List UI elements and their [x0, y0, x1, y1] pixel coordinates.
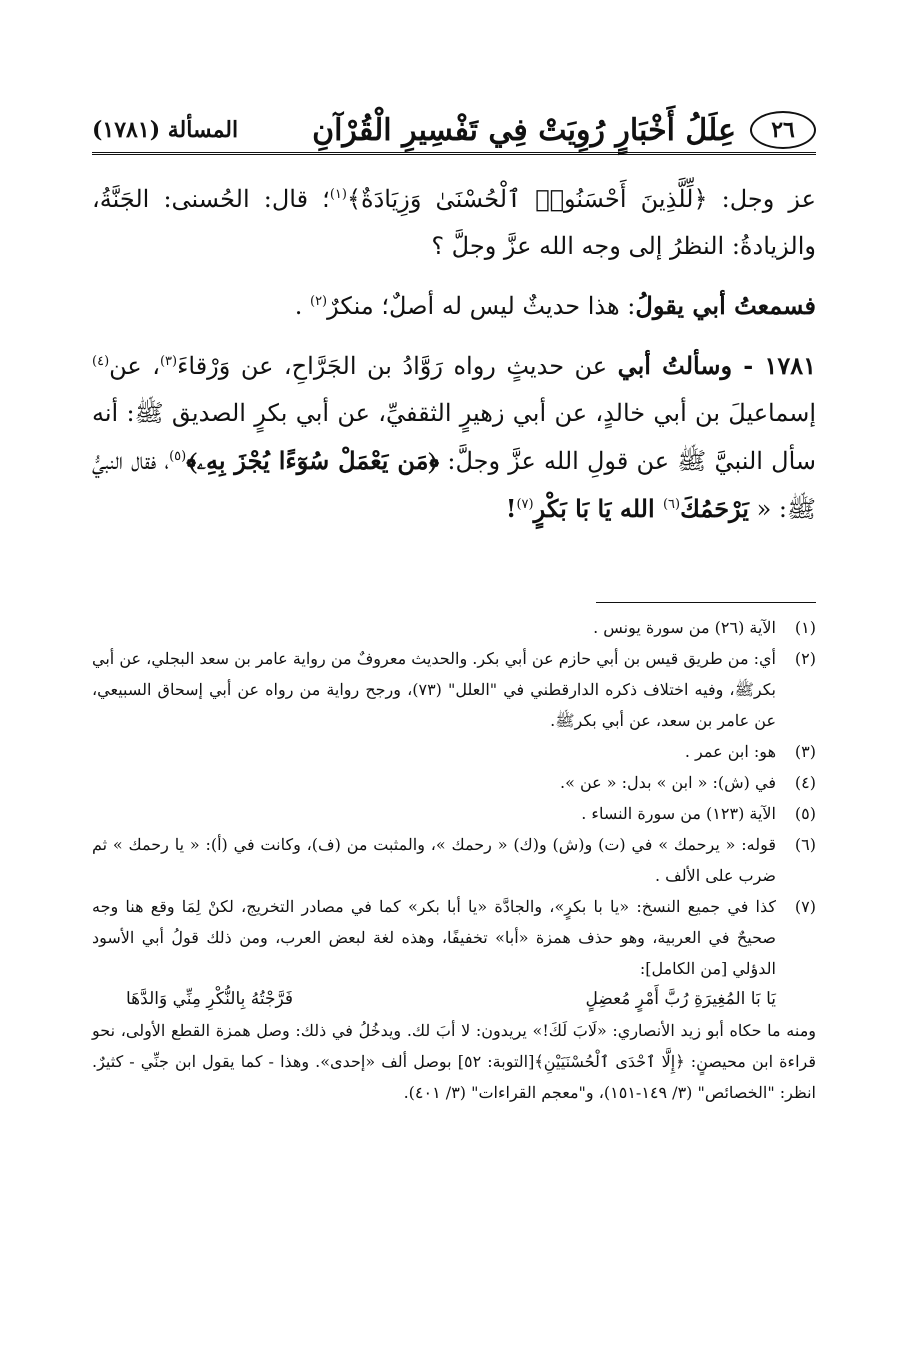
paragraph-3	[92, 342, 816, 533]
footnote-continuation: ومنه ما حكاه أبو زيد الأنصاري: «لَابَ لَكَ!» يريدون: لا أبَ لك. ويدخُلُ في ذلك: وصل همزة القطع الأولى، نحو قراءة ابن محيصنٍ: ﴿إِلَّا ٱحْدَى ٱلْحُسْنَيَيْنِ﴾[التوبة: ٥٢] بوصل ألف «إحدى». وهذا - كما يقول ابن جنِّي - كثيرٌ. انظر: "الخصائص" (٣/ ١٤٩-١٥١)، و"معجم القراءات" (٣/ ٤٠١).	[92, 1021, 816, 1102]
verse-hemistich-2: فَرَّجْتُهُ بِالنُّكْرِ مِنِّي وَالدَّهَا	[126, 989, 294, 1009]
footnote-ref-7[interactable]: (٧)	[516, 497, 534, 512]
header-right-group	[312, 111, 816, 149]
footnotes-section	[92, 612, 816, 1108]
footnote-number: (٣)	[794, 742, 816, 761]
footnote-number: (١)	[794, 618, 816, 637]
footnote-text: في (ش): « ابن » بدل: « عن ».	[560, 773, 776, 792]
footnote-text: كذا في جميع النسخ: «يا با بكرٍ»، والجادَّة «يا أبا بكر» كما في مصادر التخريج، لكنْ لِمَا وقع هنا وجه صحيحٌ في العربية، وهو حذف همزة «أبا» تخفيفًا، وهذه لغة لبعض العرب، ومن ذلك قولُ أبي الأسود الدؤلي [من الكامل]:	[92, 897, 776, 978]
footnote-number: (٢)	[794, 649, 816, 668]
footnote-number: (٧)	[794, 897, 816, 916]
footnote-text: قوله: « يرحمك » في (ت) و(ش) و(ك) « رحمك »، والمثبت من (ف)، وكانت في (أ): « يا رحمك » ثم ضرب على الألف .	[92, 835, 776, 885]
footnote-text: أي: من طريق قيس بن أبي حازم عن أبي بكر. والحديث معروفٌ من رواية عامر بن سعد البجلي، عن أبي بكرﷺ، وفيه اختلاف ذكره الدارقطني في "العلل" (٧٣)، ورجح رواية من رواه عن أبي إسحاق السبيعي، عن عامر بن سعد، عن أبي بكرﷺ.	[92, 649, 777, 730]
footnote-number: (٥)	[794, 804, 816, 823]
hadith-end: !	[505, 494, 517, 523]
footnote-ref-3[interactable]: (٣)	[159, 354, 178, 369]
footnote-divider	[596, 602, 816, 603]
footnote-item	[92, 612, 816, 643]
header-divider	[92, 152, 816, 155]
footnote-item	[92, 891, 816, 984]
hadith-text: الله يَا بَا بَكْرٍ	[533, 494, 663, 523]
footnote-text: الآية (٢٦) من سورة يونس .	[593, 618, 776, 637]
page-header	[92, 108, 816, 152]
isnad-text-2: ، عن	[109, 352, 160, 380]
isnad-text-1: عن حديثٍ رواه رَوَّادُ بن الجَرَّاحِ، عن وَرْقاءَ	[177, 352, 618, 380]
paragraph-2	[92, 282, 816, 330]
quran-verse-intro: عز وجل: ﴿لِّلَّذِينَ أَحْسَنُوا۟ ٱلْحُسْنَىٰ وَزِيَادَةٌ﴾	[346, 185, 816, 213]
verdict-text: : هذا حديثٌ ليس له أصلٌ؛ منكرٌ	[327, 292, 636, 320]
footnote-ref-4[interactable]: (٤)	[92, 354, 110, 369]
book-title: عِلَلُ أَخْبَارٍ رُوِيَتْ فِي تَفْسِيرِ الْقُرْآنِ	[312, 112, 736, 148]
footnote-number: (٤)	[794, 773, 816, 792]
footnote-ref-5[interactable]: (٥)	[169, 449, 187, 464]
prophet-reply-intro: ، فقال النبيُّ ﷺ: «	[92, 447, 816, 523]
speaker-label: فسمعتُ أبي يقولُ	[635, 291, 816, 320]
footnote-text: هو: ابن عمر .	[684, 742, 776, 761]
footnote-text: الآية (١٢٣) من سورة النساء .	[581, 804, 776, 823]
isnad-text-3: إسماعيلَ بن أبي خالدٍ، عن أبي زهيرٍ الثقفيِّ، عن أبي بكرٍ الصديق ﷺ: أنه سأل النبيَّ ﷺ عن قولِ الله عزَّ وجلَّ:	[92, 399, 817, 475]
footnote-item	[92, 829, 816, 891]
paragraph-1	[92, 176, 816, 270]
footnote-ref-2[interactable]: (٢)	[309, 294, 328, 309]
issue-number-label: المسألة (١٧٨١)	[92, 117, 239, 143]
footnote-number: (٦)	[794, 835, 816, 854]
quran-quote: ﴿مَن يَعْمَلْ سُوٓءًا يُجْزَ بِهِۦ﴾	[186, 446, 440, 475]
footnote-item	[92, 798, 816, 829]
footnote-item	[92, 736, 816, 767]
paragraph-gap	[92, 330, 816, 342]
paragraph-1-rest: ؛ قال: الحُسنى: الجَنَّةُ، والزيادةُ: النظرُ إلى وجه الله عزَّ وجلَّ ؟	[92, 185, 816, 260]
hadith-word: يَرْحَمُكَ	[680, 494, 749, 523]
main-text	[92, 176, 816, 533]
verse-hemistich-1: يَا بَا المُغِيرَةِ رُبَّ أَمْرٍ مُعضِلٍ	[585, 989, 776, 1009]
footnote-item	[92, 643, 816, 736]
footnote-ref-6[interactable]: (٦)	[662, 497, 681, 512]
page-number-badge: ٢٦	[750, 111, 816, 149]
verdict-end: .	[294, 292, 310, 320]
paragraph-gap	[92, 270, 816, 282]
issue-heading: ١٧٨١ - وسألتُ أبي	[617, 351, 816, 380]
footnote-ref-1[interactable]: (١)	[329, 187, 347, 202]
footnote-item	[92, 767, 816, 798]
poetry-verse	[92, 984, 816, 1015]
